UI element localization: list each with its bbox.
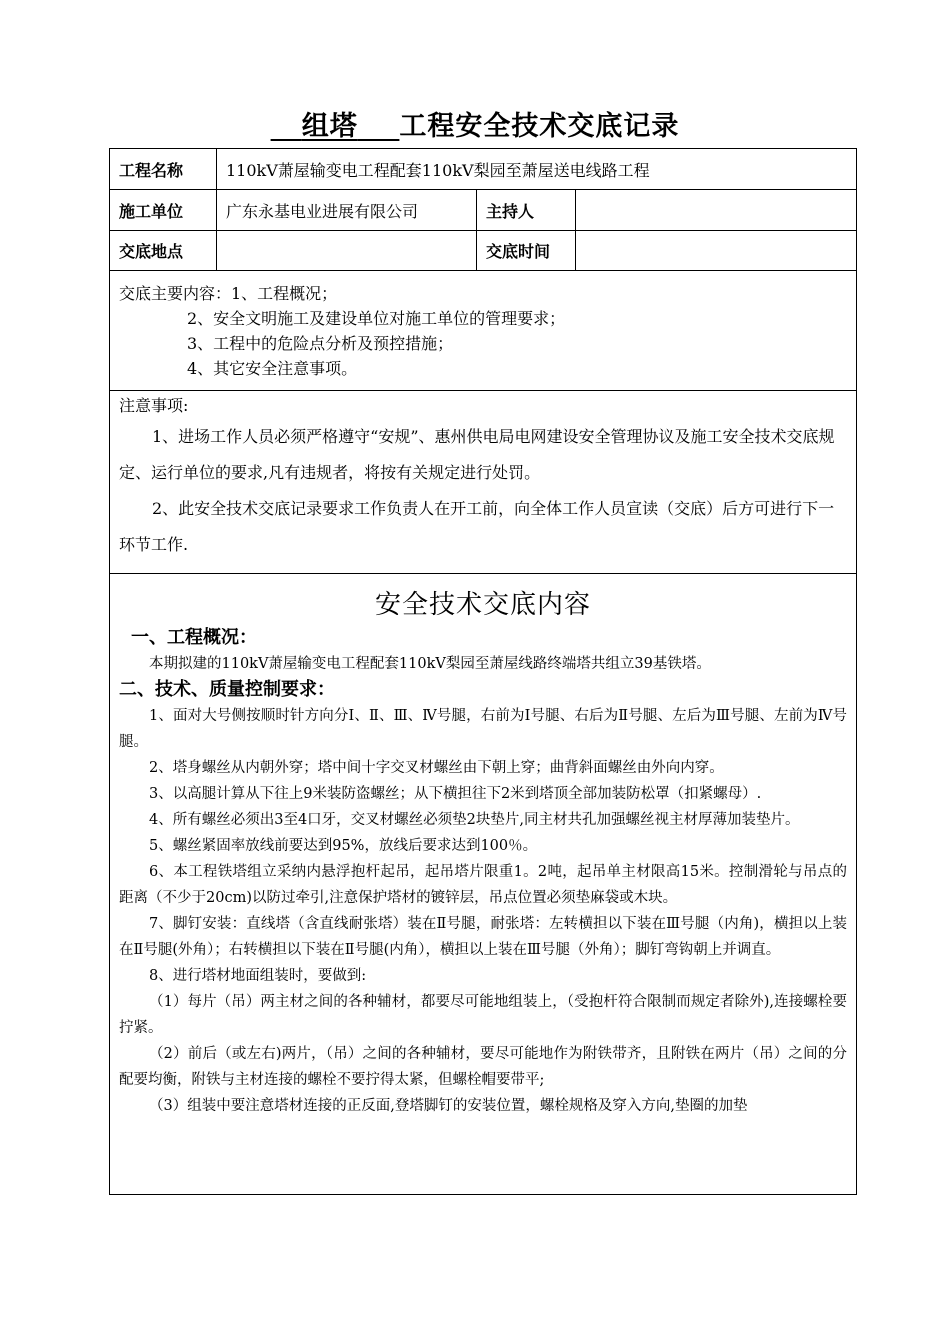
project-name-value: 110kV萧屋输变电工程配套110kV梨园至萧屋送电线路工程: [217, 149, 857, 190]
tech-item-8-2: （2）前后（或左右)两片，（吊）之间的各种辅材，要尽可能地作为附铁带齐，且附铁在两片（吊）之间的分配要均衡，附铁与主材连接的螺栓不要拧得太紧，但螺栓帽要带平;: [119, 1046, 847, 1088]
tech-item-2: 2、塔身螺丝从内朝外穿；塔中间十字交叉材螺丝由下朝上穿；曲背斜面螺丝由外向内穿。: [149, 760, 724, 776]
time-value: [576, 231, 857, 271]
document-title: [0, 104, 950, 143]
notes-row: [110, 391, 857, 574]
notes-item-1: 1、进场工作人员必须严格遵守“安规”、惠州供电局电网建设安全管理协议及施工安全技术交底规定、运行单位的要求,凡有违规者，将按有关规定进行处罚。: [119, 427, 835, 482]
contents-line-2: 2、安全文明施工及建设单位对施工单位的管理要求；: [187, 309, 566, 328]
tech-item-6: 6、本工程铁塔组立采纳内悬浮抱杆起吊，起吊塔片限重1。2吨，起吊单主材限高15米。控制滑轮与吊点的距离（不少于20cm)以防过牵引,注意保护塔材的镀锌层，吊点位置必须垫麻袋或木块。: [119, 864, 847, 906]
contents-line-4: 4、其它安全注意事项。: [187, 359, 358, 378]
host-label: 主持人: [477, 190, 576, 231]
unit-value: 广东永基电业进展有限公司: [217, 190, 477, 231]
place-row: [110, 231, 857, 271]
tech-item-4: 4、所有螺丝必须出3至4口牙，交叉材螺丝必须垫2块垫片,同主材共孔加强螺丝视主材厚薄加装垫片。: [149, 812, 800, 828]
notes-item-2: 2、此安全技术交底记录要求工作负责人在开工前，向全体工作人员宣读（交底）后方可进行下一环节工作.: [119, 499, 835, 554]
contents-row: [110, 271, 857, 391]
safety-briefing-table: [109, 148, 857, 1195]
tech-item-3: 3、以高腿计算从下往上9米装防盗螺丝；从下横担往下2米到塔顶全部加装防松罩（扣紧螺母）.: [149, 786, 762, 802]
title-blank-right: [358, 111, 400, 142]
tech-item-8: 8、进行塔材地面组装时，要做到:: [149, 968, 367, 984]
project-name-label: 工程名称: [110, 149, 217, 190]
place-value: [217, 231, 477, 271]
section-row: [110, 574, 857, 1195]
tech-item-8-3: （3）组装中要注意塔材连接的正反面,登塔脚钉的安装位置，螺栓规格及穿入方向,垫圈的加垫: [149, 1098, 748, 1114]
project-name-row: [110, 149, 857, 190]
contents-line-3: 3、工程中的危险点分析及预控措施；: [187, 334, 454, 353]
tech-item-8-1: （1）每片（吊）两主材之间的各种辅材，都要尽可能地组装上，（受抱杆符合限制而规定者除外),连接螺栓要拧紧。: [119, 994, 847, 1036]
time-label: 交底时间: [477, 231, 576, 271]
host-value: [576, 190, 857, 231]
title-project-type: 组塔: [301, 111, 358, 142]
contents-line-1: 交底主要内容：1、工程概况；: [119, 284, 338, 303]
tech-item-1: 1、面对大号侧按顺时针方向分Ⅰ、Ⅱ、Ⅲ、Ⅳ号腿，右前为Ⅰ号腿、右后为Ⅱ号腿、左后为Ⅲ号腿、左前为Ⅳ号腿。: [119, 708, 847, 750]
unit-row: [110, 190, 857, 231]
notes-label: 注意事项:: [119, 396, 189, 415]
place-label: 交底地点: [110, 231, 217, 271]
section-cell: [110, 574, 857, 1195]
notes-cell: [110, 391, 857, 574]
tech-item-5: 5、螺丝紧固率放线前要达到95%，放线后要求达到100％。: [149, 838, 538, 854]
unit-label: 施工单位: [110, 190, 217, 231]
section-title: 安全技术交底内容: [374, 590, 591, 620]
title-blank-left: [271, 111, 302, 142]
contents-cell: [110, 271, 857, 391]
title-rest: 工程安全技术交底记录: [399, 111, 680, 142]
heading-tech-quality: 二、技术、质量控制要求：: [119, 679, 335, 700]
tech-item-7: 7、脚钉安装：直线塔（含直线耐张塔）装在Ⅱ号腿，耐张塔：左转横担以下装在Ⅲ号腿（内角)，横担以上装在Ⅱ号腿(外角）；右转横担以下装在Ⅱ号腿(内角），横担以上装在Ⅲ号腿（外角）；脚钉弯钩朝上并调直。: [119, 916, 847, 958]
heading-overview: 一、工程概况：: [131, 627, 257, 648]
overview-text: 本期拟建的110kV萧屋输变电工程配套110kV梨园至萧屋线路终端塔共组立39基铁塔。: [149, 656, 711, 672]
